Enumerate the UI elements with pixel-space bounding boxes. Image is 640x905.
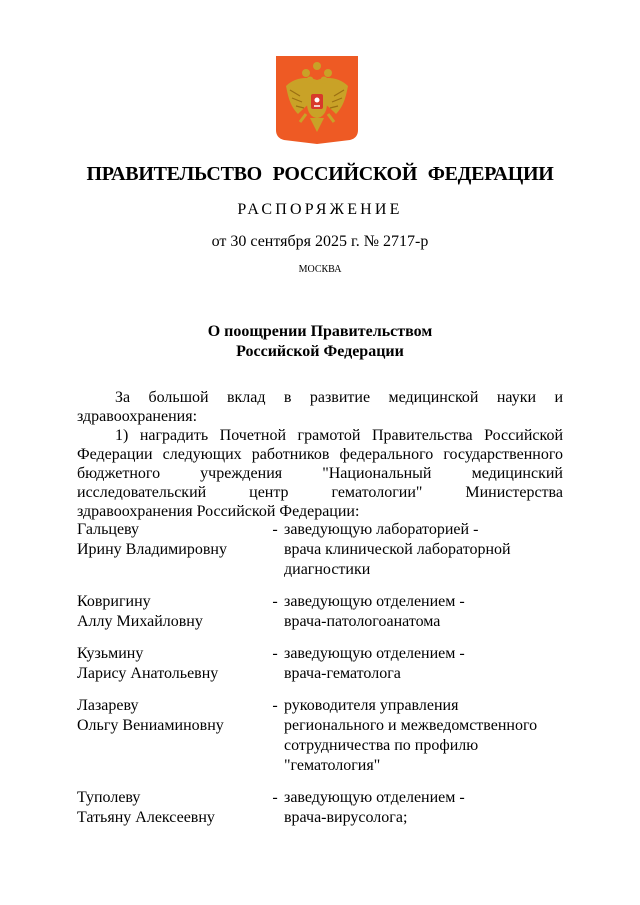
- document-type: РАСПОРЯЖЕНИЕ: [237, 201, 403, 218]
- body-paragraph: За большой вклад в развитие медицинской науки и здравоохранения:: [77, 389, 563, 425]
- awardee-position: заведующую отделением - врача-вирусолога;: [284, 789, 465, 826]
- separator-dash: -: [272, 645, 278, 662]
- awardee-name: Гальцеву Ирину Владимировну: [77, 521, 227, 558]
- awardee-entry: [77, 520, 563, 592]
- document-subject: [0, 322, 640, 362]
- awardee-entry: [77, 696, 563, 788]
- awardee-position: руководителя управления регионального и межведомственного сотрудничества по профилю "гематология": [284, 697, 538, 774]
- awardee-name: Туполеву Татьяну Алексеевну: [77, 789, 215, 826]
- awardee-name: Кузьмину Ларису Анатольевну: [77, 645, 219, 682]
- separator-dash: -: [272, 789, 278, 806]
- awardee-name: Лазареву Ольгу Вениаминовну: [77, 697, 224, 734]
- body-paragraph: 1) наградить Почетной грамотой Правительства Российской Федерации следующих работников федерального государственного бюджетного учреждения "Национальный медицинский исследовательский центр гематологии" Министерства здравоохранения Российской Федерации:: [77, 427, 563, 520]
- awardee-list: [77, 520, 563, 828]
- separator-dash: -: [272, 697, 278, 714]
- subject-line: Российской Федерации: [236, 343, 404, 360]
- government-title: ПРАВИТЕЛЬСТВО РОССИЙСКОЙ ФЕДЕРАЦИИ: [86, 163, 554, 185]
- awardee-name: Ковригину Аллу Михайловну: [77, 593, 203, 630]
- awardee-position: заведующую отделением - врача-гематолога: [284, 645, 465, 682]
- awardee-entry: [77, 788, 563, 828]
- separator-dash: -: [272, 521, 278, 538]
- awardee-entry: [77, 644, 563, 696]
- separator-dash: -: [272, 593, 278, 610]
- awardee-entry: [77, 592, 563, 644]
- document-city: МОСКВА: [298, 264, 342, 275]
- awardee-position: заведующую лабораторией - врача клинической лабораторной диагностики: [284, 521, 511, 578]
- coat-of-arms-icon: [276, 56, 358, 144]
- document-date-number: от 30 сентября 2025 г. № 2717-р: [211, 233, 429, 250]
- subject-line: О поощрении Правительством: [207, 323, 433, 340]
- awardee-position: заведующую отделением - врача-патологоанатома: [284, 593, 465, 630]
